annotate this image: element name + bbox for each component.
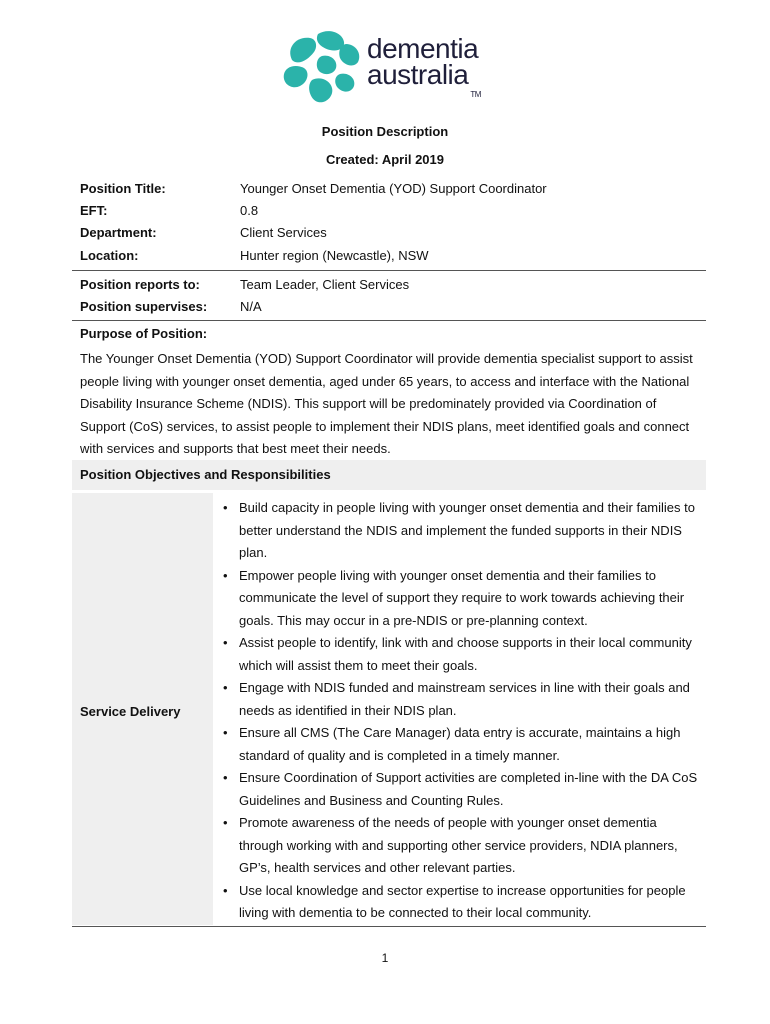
detail-label: EFT: [80,203,108,218]
purpose-heading: Purpose of Position: [80,326,208,341]
divider [72,270,706,271]
divider [72,320,706,321]
trademark-mark: TM [470,90,481,99]
bullet-icon: • [223,770,228,785]
purpose-text: The Younger Onset Dementia (YOD) Support Coordinator will provide dementia specialist support to assist people living with younger onset dementia, aged under 65 years, to access and interface with the National Disability Insurance Scheme (NDIS). This support will be predominately provided via Coordination of Support (CoS) services, to assist people to implement their NDIS plans, meet identified goals and connect with services and supports that best meet their needs. [80,351,693,456]
detail-value: Team Leader, Client Services [240,277,410,292]
list-item [219,677,703,722]
bullet-icon: • [223,815,228,830]
bullet-icon: • [223,882,228,898]
objectives-area-cell [72,493,213,925]
objectives-area-label: Service Delivery [80,704,181,719]
detail-label: Position supervises: [80,299,208,314]
brain-icon [282,30,366,110]
responsibilities-list [219,497,703,925]
bullet-icon: • [223,725,228,740]
detail-label: Position Title: [80,181,166,196]
detail-label: Position reports to: [80,277,200,292]
list-item [219,880,703,925]
list-item [219,767,703,812]
list-item-text: Ensure all CMS (The Care Manager) data entry is accurate, maintains a high standard of quality and is completed in a timely manner. [239,725,681,763]
detail-value: N/A [240,299,262,314]
detail-value: Hunter region (Newcastle), NSW [240,248,429,263]
list-item-text: Engage with NDIS funded and mainstream services in line with their goals and needs as identified in their NDIS plan. [239,680,690,718]
list-item-text: Build capacity in people living with younger onset dementia and their families to better understand the NDIS and implement the funded supports in their NDIS plan. [239,500,695,560]
document-title: Position Description [321,124,449,139]
dementia-australia-logo [282,30,492,110]
logo-line-2: australia [367,59,469,90]
list-item-text: Use local knowledge and sector expertise to increase opportunities for people living with dementia to be connected to their local community. [239,882,686,920]
detail-value: Client Services [240,225,327,240]
page-number: 1 [381,951,389,965]
table-bottom-border [72,926,706,927]
detail-label: Location: [80,248,139,263]
list-item [219,632,703,677]
detail-label: Department: [80,225,157,240]
list-item [219,812,703,880]
list-item-text: Promote awareness of the needs of people with younger onset dementia through working with and supporting other service providers, NDIA planners, GP’s, health services and other relevant parties. [239,815,678,875]
bullet-icon: • [223,500,228,515]
detail-value: Younger Onset Dementia (YOD) Support Coordinator [240,181,547,196]
bullet-icon: • [223,567,228,583]
objectives-heading: Position Objectives and Responsibilities [80,467,331,482]
list-item [219,497,703,565]
created-date: Created: April 2019 [325,152,444,167]
logo-line-1: dementia [367,33,479,64]
logo-wordmark [367,33,481,99]
list-item-text: Ensure Coordination of Support activities are completed in-line with the DA CoS Guidelines and Business and Counting Rules. [239,770,698,808]
bullet-icon: • [223,635,228,650]
list-item [219,565,703,633]
bullet-icon: • [223,680,228,695]
list-item-text: Assist people to identify, link with and choose supports in their local community which will assist them to meet their goals. [239,635,692,673]
detail-value: 0.8 [240,203,259,218]
list-item [219,722,703,767]
objectives-header [72,460,706,490]
list-item-text: Empower people living with younger onset dementia and their families to communicate the level of support they require to work towards achieving their goals. This may occur in a pre-NDIS or pre-planning context. [239,567,685,628]
